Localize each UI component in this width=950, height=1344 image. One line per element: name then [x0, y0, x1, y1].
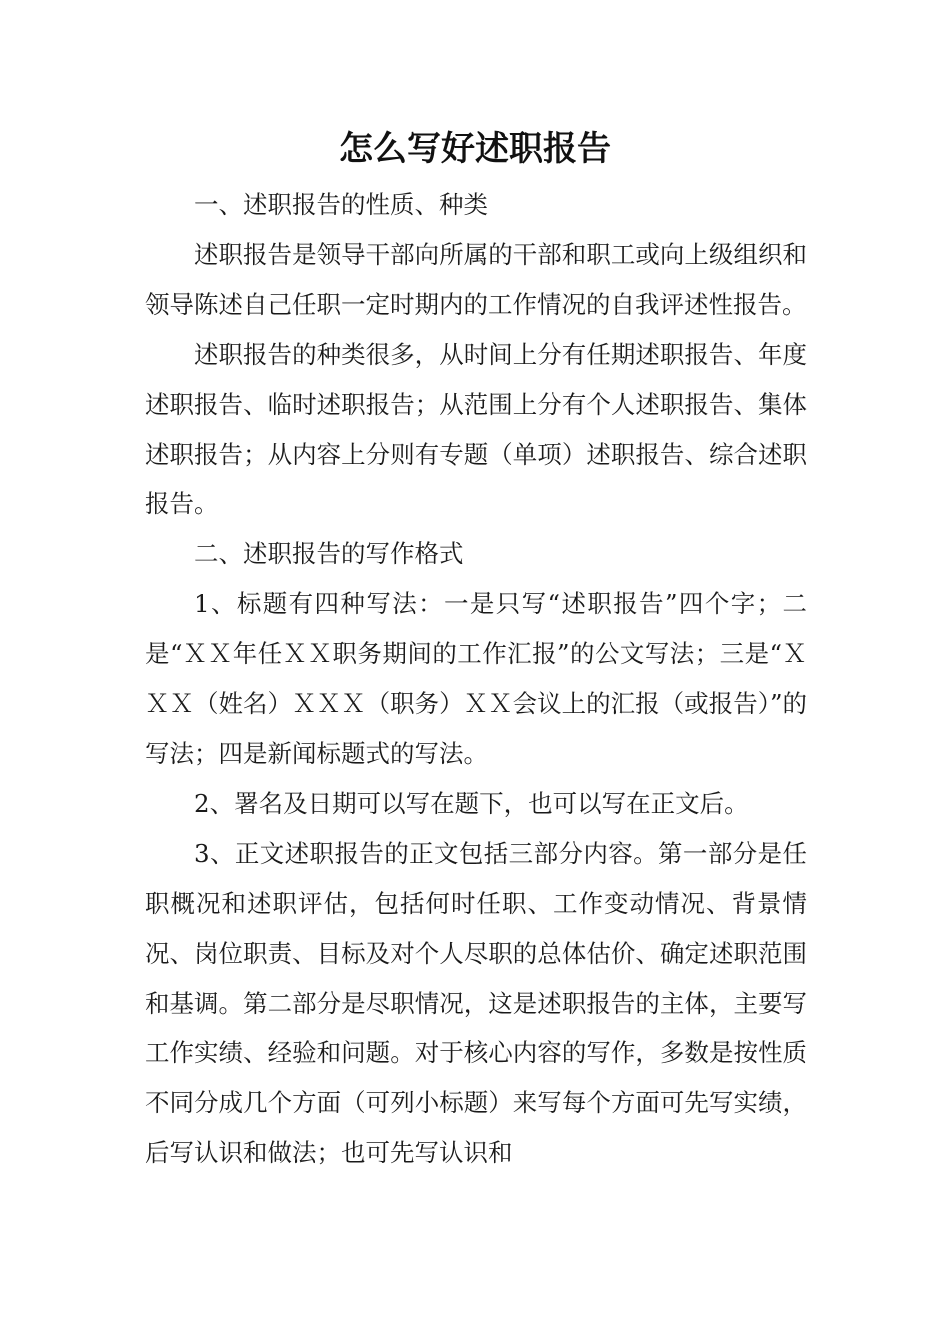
document-title: 怎么写好述职报告	[339, 129, 611, 169]
paragraph-types: 述职报告的种类很多，从时间上分有任期述职报告、年度述职报告、临时述职报告；从范围上分有个人述职报告、集体述职报告；从内容上分则有专题（单项）述职报告、综合述职报告。	[145, 339, 807, 519]
paragraph-signature-date: 2、署名及日期可以写在题下，也可以写在正文后。	[194, 788, 749, 818]
section-heading-2: 二、述职报告的写作格式	[194, 539, 464, 569]
document-body	[145, 180, 807, 1178]
paragraph-definition: 述职报告是领导干部向所属的干部和职工或向上级组织和领导陈述自己任职一定时期内的工作情况的自我评述性报告。	[145, 239, 807, 319]
section-heading-1: 一、述职报告的性质、种类	[194, 190, 488, 219]
paragraph-title-formats: 1、标题有四种写法：一是只写“述职报告”四个字；二是“ＸＸ年任ＸＸ职务期间的工作汇报”的公文写法；三是“ＸＸＸ（姓名）ＸＸＸ（职务）ＸＸ会议上的汇报（或报告）”的写法；四是新闻标题式的写法。	[145, 589, 807, 768]
paragraph-body-content: 3、正文述职报告的正文包括三部分内容。第一部分是任职概况和述职评估，包括何时任职、工作变动情况、背景情况、岗位职责、目标及对个人尽职的总体估价、确定述职范围和基调。第二部分是尽职情况，这是述职报告的主体，主要写工作实绩、经验和问题。对于核心内容的写作，多数是按性质不同分成几个方面（可列小标题）来写每个方面可先写实绩，后写认识和做法；也可先写认识和	[145, 838, 807, 1168]
